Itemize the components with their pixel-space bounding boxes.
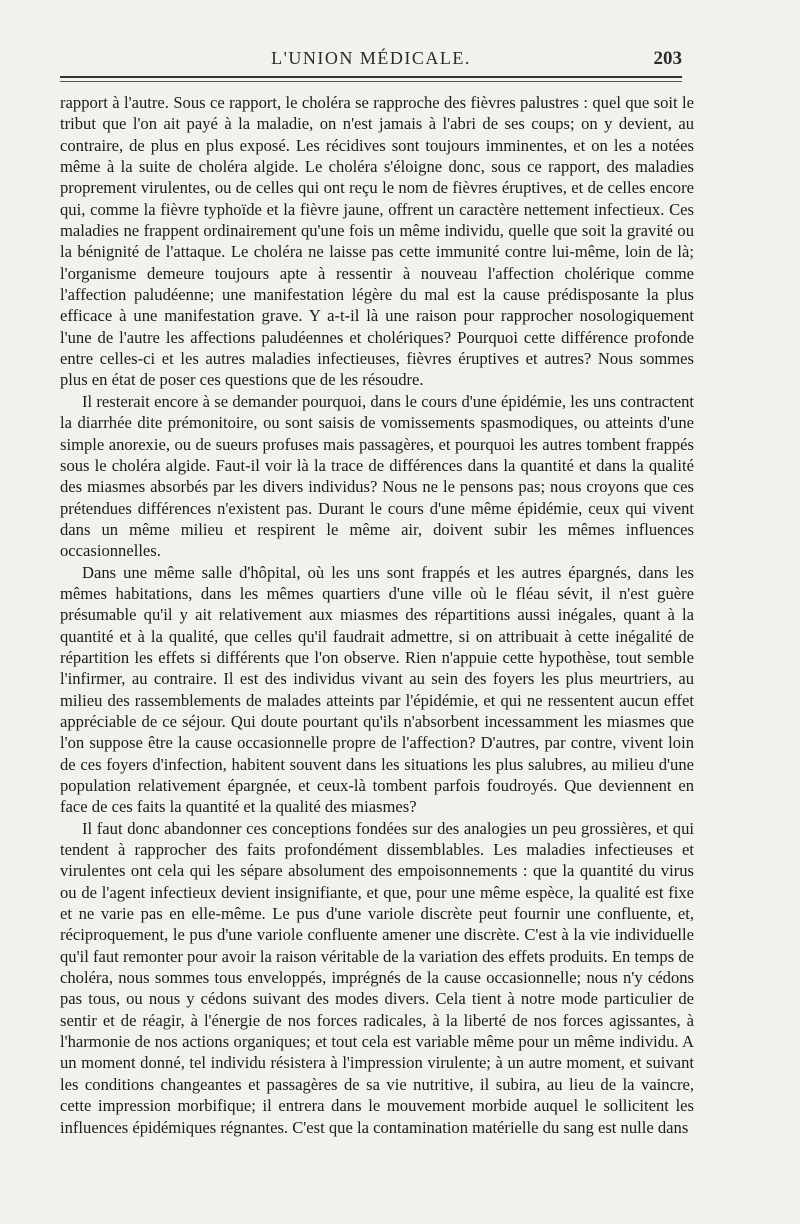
paragraph-2: Il resterait encore à se demander pourquoi, dans le cours d'une épidémie, les uns contractent la diarrhée dite prémonitoire, ou sont saisis de vomissements spasmodiques, ou atteints d'une simple anorexie, ou de sueurs profuses mais passagères, et pourquoi les autres tombent frappés sous le choléra algide. Faut-il voir là la trace de différences dans la quantité et dans la qualité des miasmes absorbés par les divers individus? Nous ne le pensons pas; nous croyons que ces prétendues différences n'existent pas. Durant le cours d'une même épidémie, ceux qui vivent dans un même milieu et respirent le même air, doivent subir les mêmes influences occasionnelles. [60, 391, 694, 561]
page-number: 203 [653, 48, 682, 69]
paragraph-1: rapport à l'autre. Sous ce rapport, le choléra se rapproche des fièvres palustres : quel que soit le tribut que l'on ait payé à la maladie, on n'est jamais à l'abri de ses coups; on y devient, au contraire, de plus en plus exposé. Les récidives sont toujours imminentes, et on les a notées même à la suite de choléra algide. Le choléra s'éloigne donc, sous ce rapport, des maladies proprement virulentes, ou de celles qui ont reçu le nom de fièvres éruptives, et de celles encore qui, comme la fièvre typhoïde et la fièvre jaune, offrent un caractère nettement infectieux. Ces maladies ne frappent ordinairement qu'une fois un même individu, quelle que soit la gravité ou la bénignité de l'attaque. Le choléra ne laisse pas cette immunité contre lui-même, loin de là; l'organisme demeure toujours apte à ressentir à nouveau l'affection cholérique comme l'affection paludéenne; une manifestation légère du mal est la cause prédisposante la plus efficace à une manifestation grave. Y a-t-il là une raison pour rapprocher nosologiquement l'une de l'autre les affections paludéennes et cholériques? Pourquoi cette différence profonde entre celles-ci et les autres maladies infectieuses, fièvres éruptives et autres? Nous sommes plus en état de poser ces questions que de les résoudre. [60, 93, 694, 390]
paragraph-3: Dans une même salle d'hôpital, où les uns sont frappés et les autres épargnés, dans les mêmes habitations, dans les mêmes quartiers d'une ville où le fléau sévit, il n'est guère présumable qu'il y ait relativement aux miasmes des répartitions aussi inégales, quant à la quantité et à la qualité, que celles qu'il faudrait admettre, si on attribuait à cette inégalité de répartition les effets si différents que l'on observe. Rien n'appuie cette hypothèse, tout semble l'infirmer, au contraire. Il est des individus vivant au sein des foyers les plus meurtriers, au milieu des rassemblements de malades atteints par l'épidémie, et qui ne ressentent aucun effet appréciable de ce séjour. Qui doute pourtant qu'ils n'absorbent incessamment les miasmes que l'on suppose être la cause occasionnelle propre de l'affection? D'autres, par contre, vivent loin de ces foyers d'infection, habitent souvent dans les situations les plus salubres, au milieu d'une population relativement épargnée, et ceux-là tombent parfois foudroyés. Que deviennent en face de ces faits la quantité et la qualité des miasmes? [60, 562, 694, 817]
header-rule-thin [60, 81, 682, 82]
body-text [60, 92, 694, 1138]
paragraph-4: Il faut donc abandonner ces conceptions fondées sur des analogies un peu grossières, et qui tendent à rapprocher des faits profondément dissemblables. Les maladies infectieuses et virulentes ont cela qui les sépare absolument des empoisonnements : que la quantité du virus ou de l'agent infectieux devient insignifiante, et que, pour une même espèce, la qualité est fixe et ne varie pas en elle-même. Le pus d'une variole discrète peut fournir une confluente, et, réciproquement, le pus d'une variole confluente amener une discrète. C'est à la vie individuelle qu'il faut remonter pour avoir la raison véritable de la variation des effets produits. En temps de choléra, nous sommes tous enveloppés, imprégnés de la cause occasionnelle; nous n'y cédons pas tous, ou nous y cédons suivant des modes divers. Cela tient à notre mode particulier de sentir et de réagir, à l'énergie de nos forces radicales, à la liberté de nos forces agissantes, à l'harmonie de nos actions organiques; et tout cela est variable même pour un même individu. A un moment donné, tel individu résistera à l'impression virulente; à un autre moment, et suivant les conditions changeantes et passagères de sa vie nutritive, il subira, au lieu de la vaincre, cette impression morbifique; il entrera dans le mouvement morbide auquel le sollicitent les influences épidémiques régnantes. C'est que la contamination matérielle du sang est nulle dans [60, 818, 694, 1137]
journal-title: L'UNION MÉDICALE. [271, 48, 471, 68]
running-head [60, 44, 682, 74]
header-rule [60, 76, 682, 78]
